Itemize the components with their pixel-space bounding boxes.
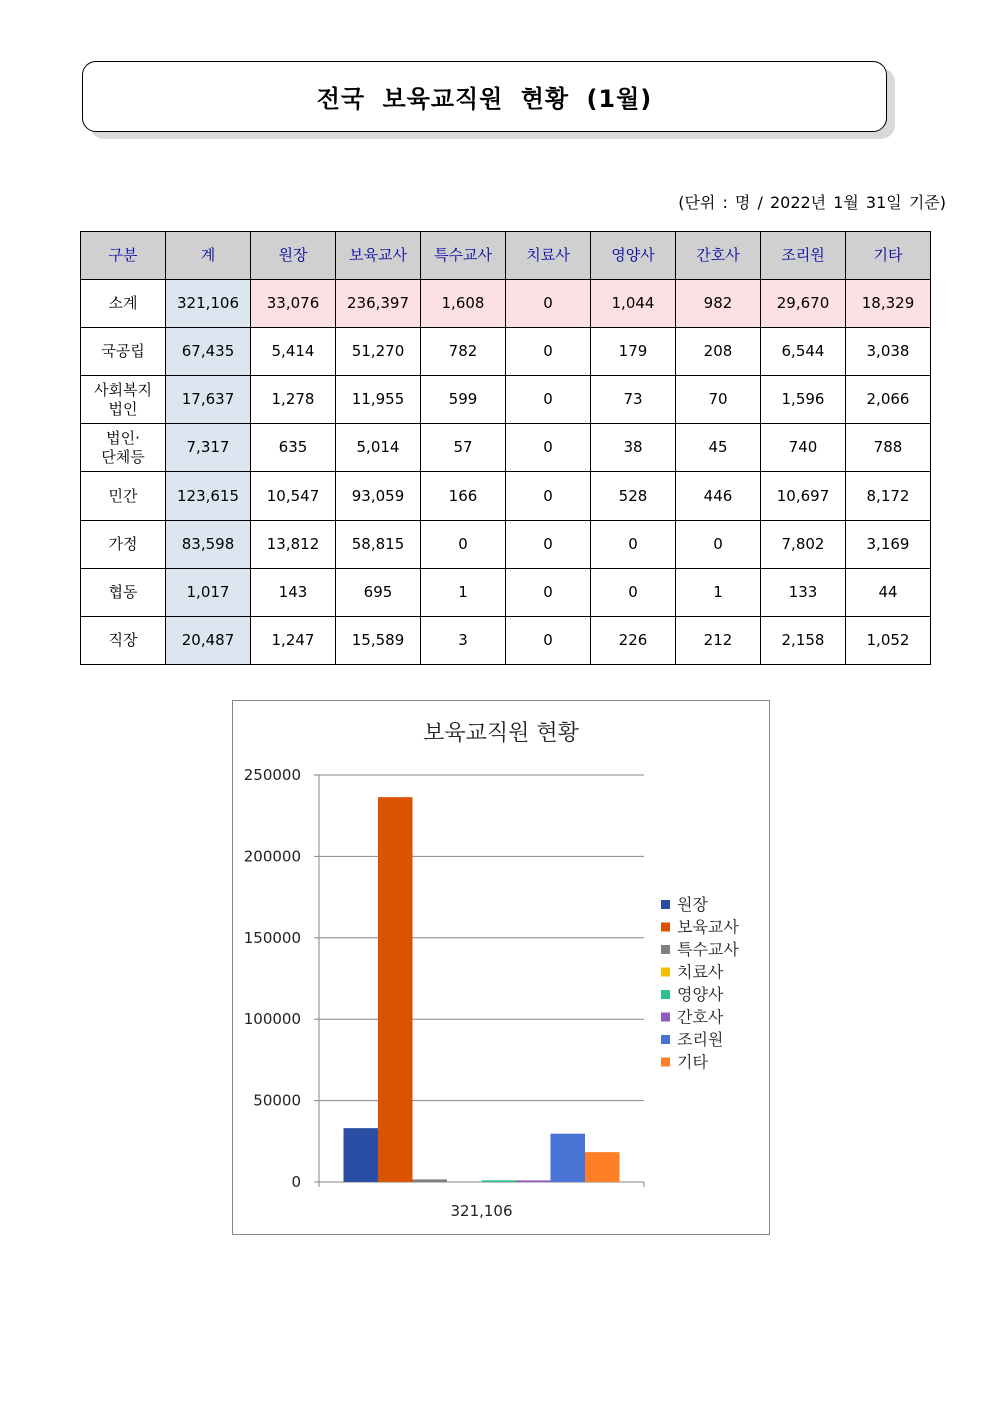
- table-cell: 446: [676, 472, 761, 520]
- table-cell: 1,247: [251, 616, 336, 664]
- legend-swatch: [661, 1058, 670, 1067]
- table-cell: 0: [506, 520, 591, 568]
- table-cell: 10,697: [761, 472, 846, 520]
- table-cell: 38: [591, 424, 676, 472]
- table-row: [81, 616, 931, 664]
- row-label: 국공립: [81, 328, 166, 376]
- y-tick-label: 200000: [243, 847, 301, 866]
- legend-swatch: [661, 1035, 670, 1044]
- table-cell: 788: [846, 424, 931, 472]
- table-cell: 635: [251, 424, 336, 472]
- table-cell: 15,589: [336, 616, 421, 664]
- y-tick-label: 250000: [243, 766, 301, 784]
- legend-swatch: [661, 945, 670, 954]
- table-row: [81, 424, 931, 472]
- table-cell: 10,547: [251, 472, 336, 520]
- table-cell: 740: [761, 424, 846, 472]
- bar-영양사: [482, 1180, 517, 1182]
- table-row: [81, 472, 931, 520]
- bar-특수교사: [413, 1179, 448, 1182]
- legend-label: 원장: [677, 895, 708, 914]
- table-cell: 1,044: [591, 280, 676, 328]
- table-cell: 0: [591, 568, 676, 616]
- legend-label: 영양사: [677, 985, 724, 1004]
- table-cell: 0: [676, 520, 761, 568]
- table-cell: 0: [506, 424, 591, 472]
- table-row: [81, 520, 931, 568]
- bar-chart: [233, 701, 771, 1236]
- table-cell: 58,815: [336, 520, 421, 568]
- legend-label: 기타: [677, 1052, 708, 1072]
- header-cell: 조리원: [761, 232, 846, 280]
- table-cell: 599: [421, 376, 506, 424]
- table-cell: 0: [421, 520, 506, 568]
- header-cell: 구분: [81, 232, 166, 280]
- row-label: 가정: [81, 520, 166, 568]
- table-cell: 166: [421, 472, 506, 520]
- table-cell: 1,596: [761, 376, 846, 424]
- table-row: [81, 280, 931, 328]
- table-cell: 236,397: [336, 280, 421, 328]
- table-cell: 3: [421, 616, 506, 664]
- table-cell: 51,270: [336, 328, 421, 376]
- table-cell: 45: [676, 424, 761, 472]
- unit-note: (단위 : 명 / 2022년 1월 31일 기준): [678, 193, 946, 212]
- legend-swatch: [661, 900, 670, 909]
- row-label: 사회복지 법인: [81, 376, 166, 424]
- table-header-row: [81, 232, 931, 280]
- header-cell: 기타: [846, 232, 931, 280]
- row-label: 협동: [81, 568, 166, 616]
- x-category-label: 321,106: [450, 1202, 513, 1220]
- table-cell: 0: [591, 520, 676, 568]
- staff-table: [80, 231, 931, 665]
- total-cell: 67,435: [166, 328, 251, 376]
- total-cell: 321,106: [166, 280, 251, 328]
- table-cell: 143: [251, 568, 336, 616]
- title-box: [82, 61, 887, 132]
- legend-label: 특수교사: [677, 940, 739, 959]
- table-cell: 0: [506, 568, 591, 616]
- page-title: 전국 보육교직원 현황 (1월): [316, 85, 653, 113]
- table-cell: 179: [591, 328, 676, 376]
- bar-조리원: [551, 1134, 586, 1182]
- total-cell: 83,598: [166, 520, 251, 568]
- legend-swatch: [661, 923, 670, 932]
- table-cell: 2,158: [761, 616, 846, 664]
- total-cell: 123,615: [166, 472, 251, 520]
- table-cell: 57: [421, 424, 506, 472]
- header-cell: 보육교사: [336, 232, 421, 280]
- total-cell: 17,637: [166, 376, 251, 424]
- y-tick-label: 100000: [243, 1010, 301, 1029]
- legend-label: 치료사: [677, 962, 724, 982]
- table-row: [81, 568, 931, 616]
- table-cell: 5,414: [251, 328, 336, 376]
- table-cell: 11,955: [336, 376, 421, 424]
- table-cell: 7,802: [761, 520, 846, 568]
- table-cell: 1,052: [846, 616, 931, 664]
- table-cell: 29,670: [761, 280, 846, 328]
- table-cell: 3,038: [846, 328, 931, 376]
- total-cell: 7,317: [166, 424, 251, 472]
- table-cell: 212: [676, 616, 761, 664]
- table-cell: 528: [591, 472, 676, 520]
- header-cell: 계: [166, 232, 251, 280]
- chart-frame: [232, 700, 770, 1235]
- table-cell: 982: [676, 280, 761, 328]
- bar-원장: [344, 1128, 379, 1182]
- table-cell: 1: [421, 568, 506, 616]
- legend-swatch: [661, 1013, 670, 1022]
- table-row: [81, 328, 931, 376]
- table-cell: 0: [506, 376, 591, 424]
- header-cell: 원장: [251, 232, 336, 280]
- legend-label: 조리원: [677, 1030, 724, 1049]
- table-cell: 13,812: [251, 520, 336, 568]
- row-label: 법인· 단체등: [81, 424, 166, 472]
- header-cell: 간호사: [676, 232, 761, 280]
- table-cell: 695: [336, 568, 421, 616]
- table-cell: 93,059: [336, 472, 421, 520]
- bar-보육교사: [378, 797, 413, 1182]
- row-label: 민간: [81, 472, 166, 520]
- table-cell: 226: [591, 616, 676, 664]
- legend-label: 간호사: [677, 1007, 724, 1027]
- table-row: [81, 376, 931, 424]
- y-tick-label: 0: [291, 1173, 301, 1191]
- bar-기타: [585, 1152, 620, 1182]
- table-cell: 782: [421, 328, 506, 376]
- table-cell: 18,329: [846, 280, 931, 328]
- table-cell: 33,076: [251, 280, 336, 328]
- table-cell: 0: [506, 280, 591, 328]
- table-cell: 1,278: [251, 376, 336, 424]
- table-cell: 70: [676, 376, 761, 424]
- chart-title: 보육교직원 현황: [423, 721, 579, 746]
- row-label: 소계: [81, 280, 166, 328]
- total-cell: 1,017: [166, 568, 251, 616]
- y-tick-label: 50000: [253, 1091, 301, 1110]
- table-cell: 133: [761, 568, 846, 616]
- table-cell: 2,066: [846, 376, 931, 424]
- table-cell: 44: [846, 568, 931, 616]
- table-cell: 0: [506, 328, 591, 376]
- table-cell: 208: [676, 328, 761, 376]
- table-cell: 6,544: [761, 328, 846, 376]
- table-cell: 0: [506, 616, 591, 664]
- table-cell: 3,169: [846, 520, 931, 568]
- table-cell: 73: [591, 376, 676, 424]
- header-cell: 특수교사: [421, 232, 506, 280]
- table-cell: 8,172: [846, 472, 931, 520]
- header-cell: 영양사: [591, 232, 676, 280]
- legend-swatch: [661, 990, 670, 999]
- total-cell: 20,487: [166, 616, 251, 664]
- header-cell: 치료사: [506, 232, 591, 280]
- row-label: 직장: [81, 616, 166, 664]
- table-cell: 0: [506, 472, 591, 520]
- table-cell: 1,608: [421, 280, 506, 328]
- legend-label: 보육교사: [677, 917, 739, 937]
- y-tick-label: 150000: [243, 928, 301, 947]
- table-cell: 5,014: [336, 424, 421, 472]
- legend-swatch: [661, 968, 670, 977]
- bar-간호사: [516, 1180, 551, 1182]
- table-cell: 1: [676, 568, 761, 616]
